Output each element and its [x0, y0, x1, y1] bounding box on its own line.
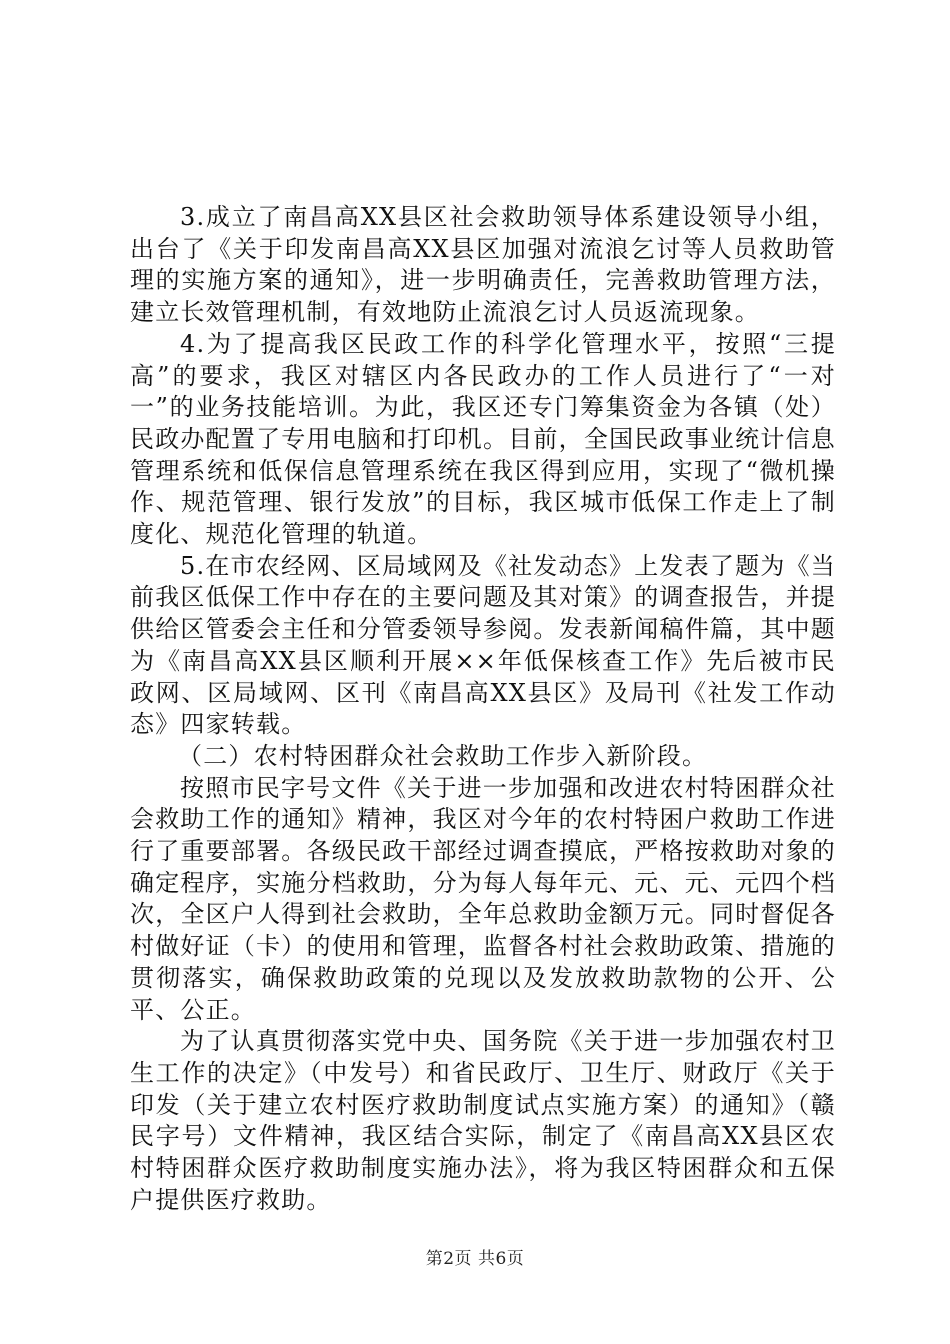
paragraph-item-4: 4.为了提高我区民政工作的科学化管理水平，按照“三提高”的要求，我区对辖区内各民政办的工作人员进行了“一对一”的业务技能培训。为此，我区还专门筹集资金为各镇（处）民政办配置了专用电脑和打印机。目前，全国民政事业统计信息管理系统和低保信息管理系统在我区得到应用，实现了“微机操作、规范管理、银行发放”的目标，我区城市低保工作走上了制度化、规范化管理的轨道。 — [130, 329, 836, 549]
page-number-indicator: 第2页 共6页 — [425, 1249, 525, 1269]
page-footer — [0, 1244, 950, 1269]
section-heading-rural-assistance: （二）农村特困群众社会救助工作步入新阶段。 — [178, 741, 708, 770]
document-body — [130, 202, 836, 1217]
paragraph-item-5: 5.在市农经网、区局域网及《社发动态》上发表了题为《当前我区低保工作中存在的主要问题及其对策》的调查报告，并提供给区管委会主任和分管委领导参阅。发表新闻稿件篇，其中题为《南昌高XX县区顺利开展××年低保核查工作》先后被市民政网、区局域网、区刊《南昌高XX县区》及局刊《社发工作动态》四家转载。 — [130, 551, 836, 739]
paragraph-item-3: 3.成立了南昌高XX县区社会救助领导体系建设领导小组，出台了《关于印发南昌高XX县区加强对流浪乞讨等人员救助管理的实施方案的通知》，进一步明确责任，完善救助管理方法，建立长效管理机制，有效地防止流浪乞讨人员返流现象。 — [130, 203, 836, 327]
paragraph-rural-assistance-deployment: 按照市民字号文件《关于进一步加强和改进农村特困群众社会救助工作的通知》精神，我区对今年的农村特困户救助工作进行了重要部署。各级民政干部经过调查摸底，严格按救助对象的确定程序，实施分档救助，分为每人每年元、元、元、元四个档次，全区户人得到社会救助，全年总救助金额万元。同时督促各村做好证（卡）的使用和管理，监督各村社会救助政策、措施的贯彻落实，确保救助政策的兑现以及发放救助款物的公开、公平、公正。 — [130, 773, 836, 1024]
paragraph-medical-assistance: 为了认真贯彻落实党中央、国务院《关于进一步加强农村卫生工作的决定》（中发号）和省民政厅、卫生厅、财政厅《关于印发（关于建立农村医疗救助制度试点实施方案）的通知》（赣民字号）文件精神，我区结合实际，制定了《南昌高XX县区农村特困群众医疗救助制度实施办法》，将为我区特困群众和五保户提供医疗救助。 — [130, 1027, 836, 1214]
